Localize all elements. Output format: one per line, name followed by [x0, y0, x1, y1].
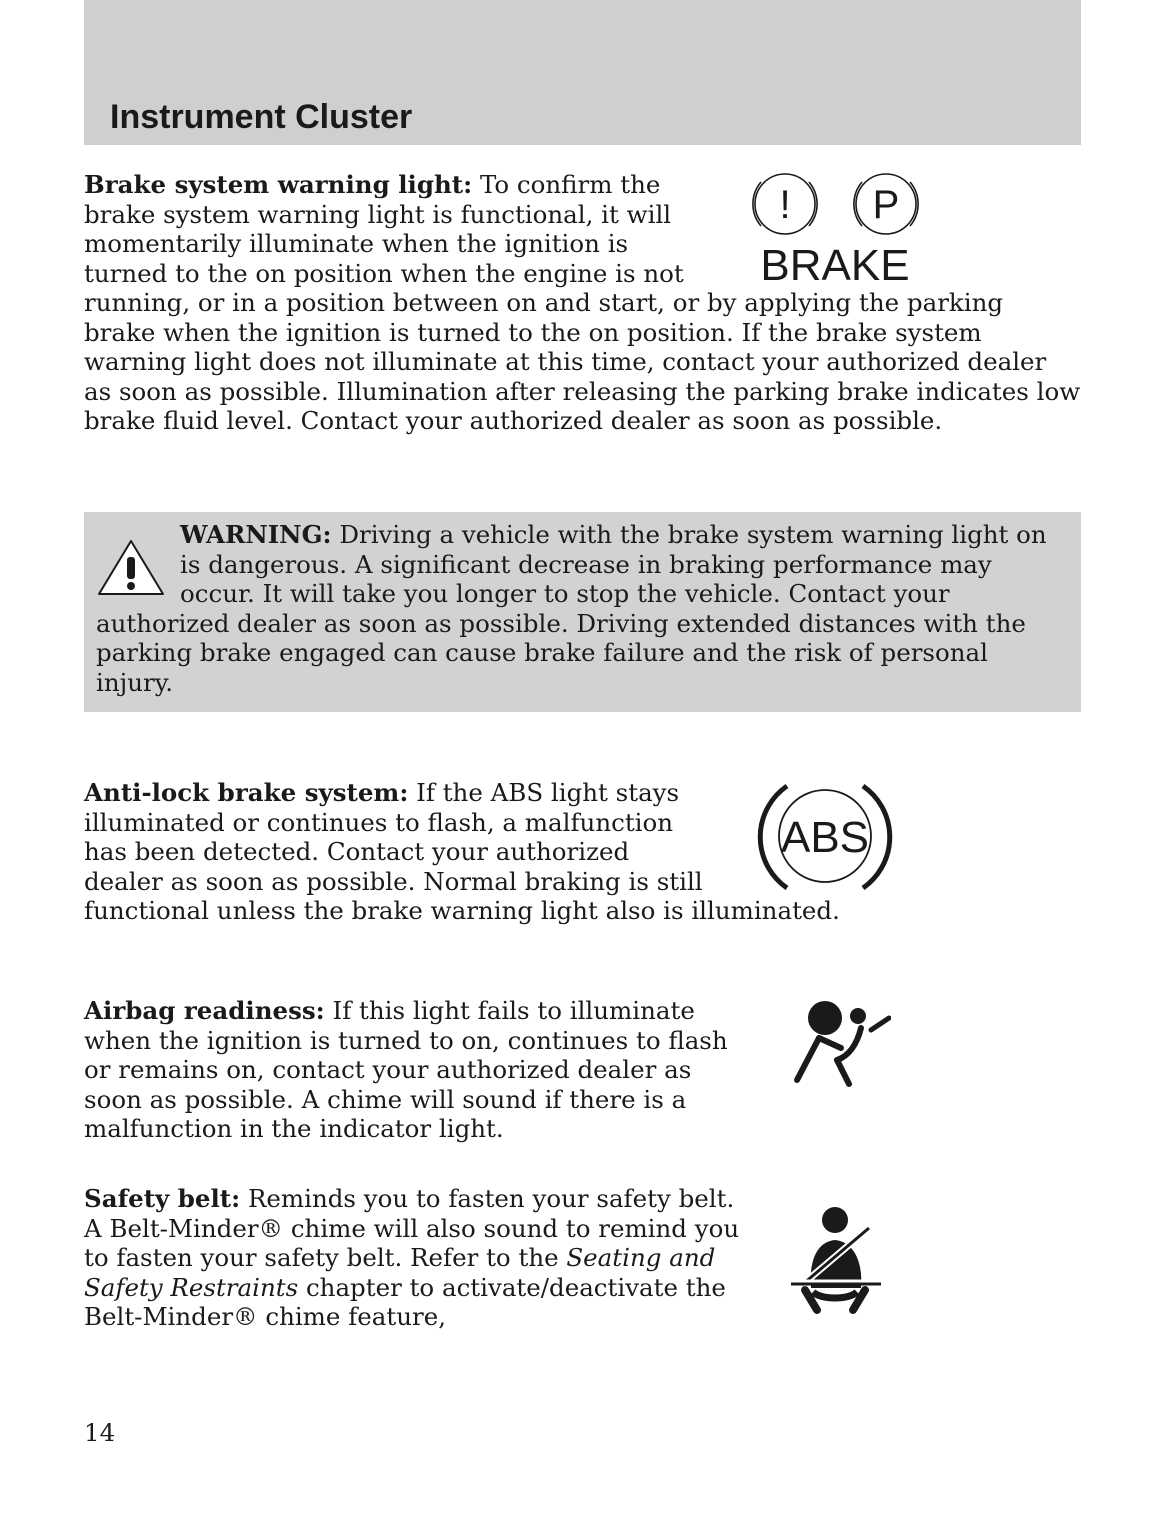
brake-parking-symbol: P [872, 183, 900, 227]
airbag-section [84, 996, 1081, 1144]
airbag-lead: Airbag readiness: [84, 996, 325, 1025]
brake-warning-icon [747, 170, 931, 288]
airbag-text: If this light fails to illuminate when the ignition is turned to on, continues to flash or remains on, contact your authorized dealer as soon as possible. A chime will sound if there is a malfunction in the indicator light. [84, 996, 728, 1143]
brake-paragraph [84, 170, 1081, 436]
warning-box [84, 512, 1081, 712]
safety-belt-text-1: Reminds you to fasten your safety belt. A Belt-Minder® chime will also sound to remind you to fasten your safety belt. Refer to the [84, 1184, 740, 1272]
warning-paragraph [96, 520, 1056, 697]
safety-belt-section [84, 1184, 1081, 1332]
header-band [84, 0, 1081, 145]
brake-lead: Brake system warning light: [84, 170, 473, 199]
abs-icon-label: ABS [780, 813, 870, 862]
seatbelt-icon [785, 1204, 885, 1316]
warning-lead: WARNING: [180, 520, 332, 549]
safety-belt-chapter-ref: Seating and Safety Restraints [84, 1243, 716, 1302]
safety-belt-text-2: chapter to activate/deactivate the Belt-Minder® chime feature, [84, 1272, 726, 1331]
safety-belt-lead: Safety belt: [84, 1184, 241, 1213]
safety-belt-paragraph [84, 1184, 1081, 1332]
airbag-icon [787, 998, 891, 1090]
page-number: 14 [84, 1418, 116, 1447]
brake-section [84, 170, 1081, 436]
abs-text: If the ABS light stays illuminated or continues to flash, a malfunction has been detected. Contact your authorized dealer as soon as possible. Normal braking is still functional unless the brake warning light also is illuminated. [84, 778, 840, 925]
brake-label: BRAKE [760, 241, 910, 288]
abs-section [84, 778, 1081, 926]
abs-paragraph [84, 778, 1081, 926]
warning-text: Driving a vehicle with the brake system warning light on is dangerous. A significant decrease in braking performance may occur. It will take you longer to stop the vehicle. Contact your authorized dealer as soon as possible. Driving extended distances with the parking brake engaged can cause brake failure and the risk of personal injury. [96, 520, 1047, 697]
abs-lead: Anti-lock brake system: [84, 778, 409, 807]
section-title: Instrument Cluster [110, 98, 413, 136]
brake-exclaim-symbol: ! [779, 183, 791, 227]
brake-text: To confirm the brake system warning light is functional, it will momentarily illuminate when the ignition is turned to the on position when the engine is not running, or in a position between on and start, or by applying the parking brake when the ignition is turned to the on position. If the brake system warning light does not illuminate at this time, contact your authorized dealer as soon as possible. Illumination after releasing the parking brake indicates low brake fluid level. Contact your authorized dealer as soon as possible. [84, 170, 1081, 435]
airbag-paragraph [84, 996, 1081, 1144]
warning-triangle-icon [96, 538, 166, 598]
abs-icon [745, 780, 905, 896]
